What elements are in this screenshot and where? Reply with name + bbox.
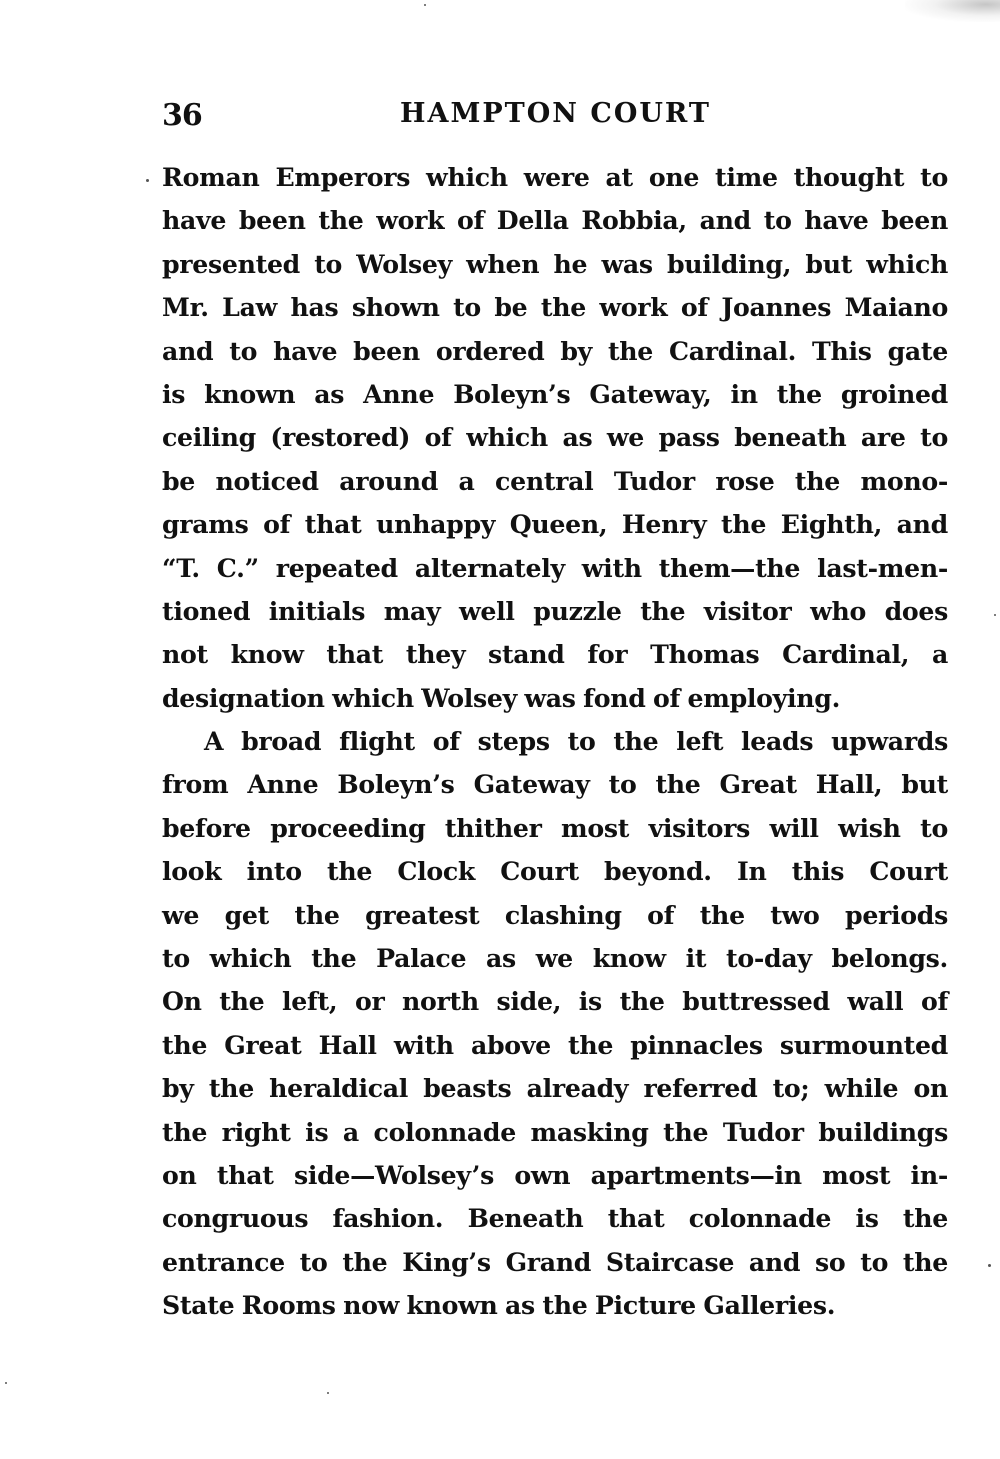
text-line: designation which Wolsey was fond of employing. [162,682,841,713]
scan-speck [5,1382,7,1384]
text-line: be noticed around a central Tudor rose the mono- [162,465,948,496]
text-line: Roman Emperors which were at one time thought to [162,162,948,192]
text-line: A broad flight of steps to the left leads upwards [204,726,948,757]
text-line: Mr. Law has shown to be the work of Joannes Maiano [162,292,948,323]
text-line: congruous fashion. Beneath that colonnade is the [162,1203,948,1234]
body-text [162,156,948,1328]
text-line: from Anne Boleyn’s Gateway to the Great Hall, but [162,769,948,800]
scan-noise [905,0,1000,22]
text-line: before proceeding thither most visitors will wish to [162,812,948,843]
text-line: on that side—Wolsey’s own apartments—in most in- [162,1159,948,1190]
paragraph [162,156,948,720]
text-line: ceiling (restored) of which as we pass beneath are to [162,422,948,453]
paragraph [162,720,948,1327]
scan-speck [424,4,426,6]
text-line: State Rooms now known as the Picture Galleries. [162,1290,836,1321]
scan-speck [994,614,996,616]
text-line: to which the Palace as we know it to-day belongs. [162,943,948,974]
text-line: “T. C.” repeated alternately with them—the last-men- [162,552,948,583]
text-line: presented to Wolsey when he was building, but which [162,248,948,279]
text-line: by the heraldical beasts already referred to; while on [162,1073,948,1104]
text-line: look into the Clock Court beyond. In this Court [162,856,948,887]
text-line: tioned initials may well puzzle the visitor who does [162,595,948,626]
text-line: we get the greatest clashing of the two periods [162,899,948,930]
scan-speck [988,1264,991,1267]
text-line: not know that they stand for Thomas Cardinal, a [162,639,948,670]
text-line: On the left, or north side, is the buttressed wall of [162,986,948,1017]
text-line: and to have been ordered by the Cardinal. This gate [162,335,948,366]
scan-speck [146,179,149,182]
page-number: 36 [162,98,202,133]
text-line: is known as Anne Boleyn’s Gateway, in the groined [162,378,948,409]
running-title: HAMPTON COURT [400,98,711,129]
text-line: the Great Hall with above the pinnacles surmounted [162,1029,948,1060]
scan-speck [327,1392,329,1394]
text-line: the right is a colonnade masking the Tudor buildings [162,1116,948,1147]
text-line: entrance to the King’s Grand Staircase and so to the [162,1246,948,1277]
page-header [162,98,948,142]
text-line: have been the work of Della Robbia, and to have been [162,205,948,236]
text-line: grams of that unhappy Queen, Henry the Eighth, and [162,509,948,540]
